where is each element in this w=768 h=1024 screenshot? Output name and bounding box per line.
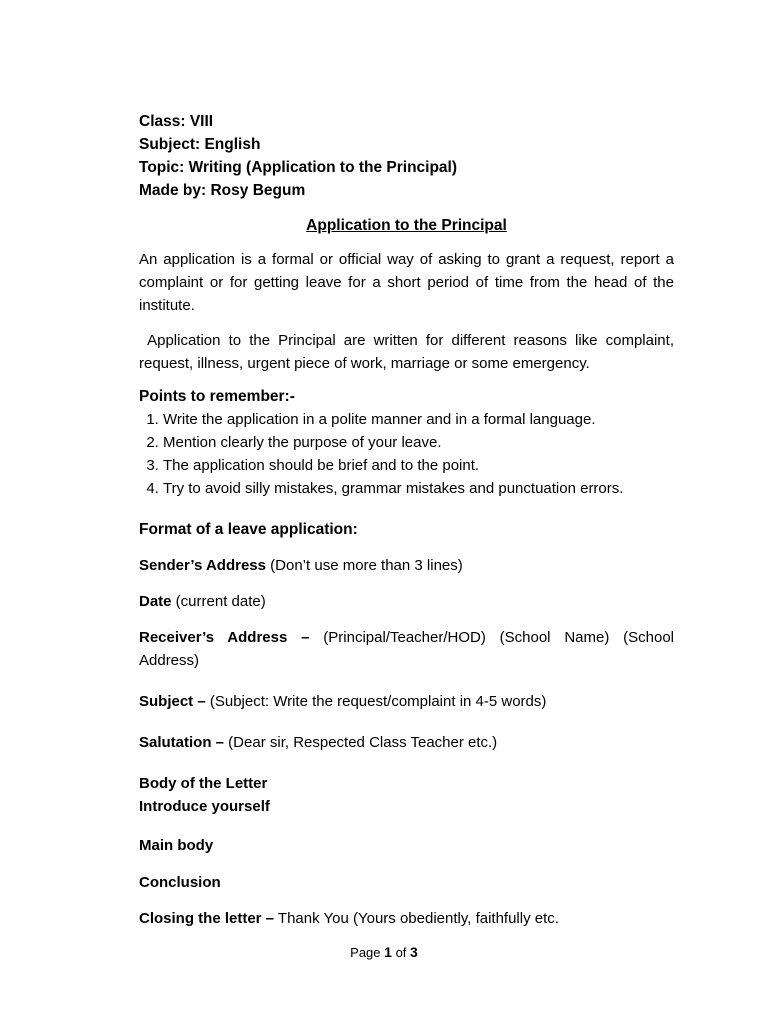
intro-paragraph: An application is a formal or official way of asking to grant a request, report a complaint or for getting leave for a short period of time from the head of the institute. — [139, 251, 674, 314]
receiver-address-item — [139, 626, 678, 672]
class-line: Class: VIII — [139, 113, 214, 130]
list-item: 3. The application should be brief and to the point. — [163, 454, 674, 477]
list-item: 2. Mention clearly the purpose of your leave. — [163, 431, 674, 454]
sender-address-item — [139, 554, 674, 577]
format-heading: Format of a leave application: — [139, 521, 358, 538]
document-title: Application to the Principal — [306, 217, 507, 234]
points-list — [139, 408, 674, 500]
topic-line: Topic: Writing (Application to the Principal) — [139, 159, 458, 176]
document-page — [139, 110, 679, 930]
body-label: Body of the Letter — [139, 775, 268, 792]
subject-line: Subject: English — [139, 136, 261, 153]
date-note: (current date) — [171, 593, 266, 610]
page-total: 3 — [410, 944, 418, 960]
closing-item — [139, 907, 674, 930]
subject-label: Subject – — [139, 693, 206, 710]
receiver-address-label: Receiver’s Address – — [139, 629, 310, 646]
date-label: Date — [139, 593, 172, 610]
date-item — [139, 590, 674, 613]
list-item: 4. Try to avoid silly mistakes, grammar mistakes and punctuation errors. — [163, 477, 674, 500]
main-body-label: Main body — [139, 837, 214, 854]
subject-note: (Subject: Write the request/complaint in 4-5 words) — [205, 693, 547, 710]
page-number: 1 — [384, 944, 392, 960]
sender-address-label: Sender’s Address — [139, 557, 266, 574]
author-line: Made by: Rosy Begum — [139, 182, 306, 199]
salutation-item — [139, 731, 674, 754]
salutation-note: (Dear sir, Respected Class Teacher etc.) — [224, 734, 498, 751]
of-word: of — [395, 945, 407, 960]
page-word: Page — [350, 945, 381, 960]
closing-label: Closing the letter – — [139, 910, 275, 927]
reasons-paragraph: Application to the Principal are written for different reasons like complaint, request, illness, urgent piece of work, marriage or some emergency. — [139, 332, 679, 372]
list-item: 1. Write the application in a polite manner and in a formal language. — [163, 408, 674, 431]
page-footer — [0, 944, 768, 960]
points-heading: Points to remember:- — [139, 388, 295, 405]
conclusion-label: Conclusion — [139, 874, 221, 891]
sender-address-note: (Don’t use more than 3 lines) — [266, 557, 463, 574]
introduce-label: Introduce yourself — [139, 798, 270, 815]
document-header — [139, 110, 674, 202]
receiver-address-note: (Principal/Teacher/HOD) (School Name) (School Address) — [139, 629, 678, 669]
closing-note: Thank You (Yours obediently, faithfully etc. — [274, 910, 559, 927]
salutation-label: Salutation – — [139, 734, 225, 751]
subject-item — [139, 690, 674, 713]
